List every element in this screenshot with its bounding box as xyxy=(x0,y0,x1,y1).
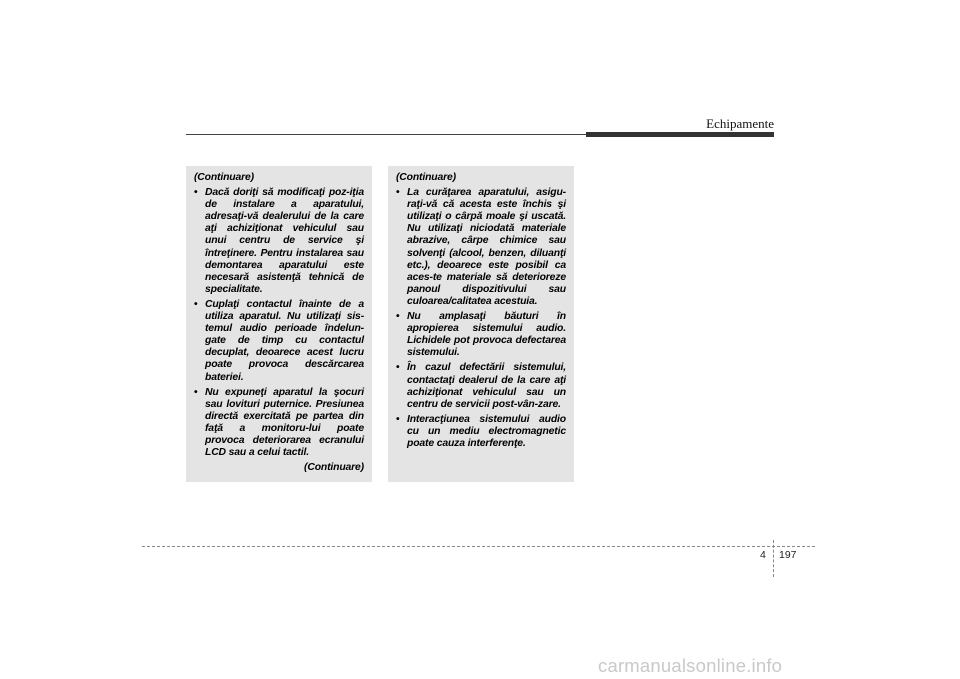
list-item xyxy=(194,187,364,296)
bullet-text: În cazul defectării sistemului, contactaţi dealerul de la care aţi achiziţionat vehiculul sau un centru de servicii post-vân-zare. xyxy=(407,362,566,410)
chapter-number: 4 xyxy=(760,549,766,561)
bullet-icon: • xyxy=(194,386,198,398)
bullet-text: La curăţarea aparatului, asigu-raţi-vă că acesta este închis şi utilizaţi o cârpă moale şi uscată. Nu utilizaţi niciodată materiale abrazive, cârpe chimice sau solvenţi (alcool, benzen, diluanţi etc.), deoarece este posibil ca aces-te materiale să deterioreze panoul dispozitivului sau culoarea/calitatea acestuia. xyxy=(407,187,566,307)
section-title: Echipamente xyxy=(706,116,774,131)
list-item xyxy=(194,299,364,384)
continued-label-top: (Continuare) xyxy=(194,172,254,183)
bullet-text: Dacă doriţi să modificaţi poz-iţia de instalare a aparatului, adresaţi-vă dealerului de la care aţi achiziţionat vehiculul sau unui centru de service şi întreţinere. Pentru instalarea sau demontarea aparatului este necesară asistenţă tehnică de specialitate. xyxy=(205,187,364,295)
bullet-text: Cuplaţi contactul înainte de a utiliza aparatul. Nu utilizaţi sis-temul audio perioade îndelun-gate de timp cu contactul decuplat, deoarece acest lucru poate provoca descărcarea bateriei. xyxy=(205,298,364,383)
bullet-icon: • xyxy=(194,187,198,199)
bullet-icon: • xyxy=(396,413,400,425)
bullet-list-left xyxy=(194,187,364,459)
bullet-list-right xyxy=(396,187,566,450)
bullet-icon: • xyxy=(396,362,400,374)
note-box-right xyxy=(388,166,574,482)
footer-divider xyxy=(773,540,774,577)
header-rule xyxy=(186,134,586,135)
header-rule-accent xyxy=(586,132,774,137)
bullet-text: Nu expuneţi aparatul la şocuri sau lovituri puternice. Presiunea directă exercitată pe partea din faţă a monitoru-lui poate provoca deteriorarea ecranului LCD sau a celui tactil. xyxy=(205,386,364,459)
continued-label-top: (Continuare) xyxy=(396,172,456,183)
bullet-icon: • xyxy=(194,298,198,310)
list-item xyxy=(194,387,364,460)
list-item xyxy=(396,362,566,410)
bullet-icon: • xyxy=(396,187,400,199)
list-item xyxy=(396,414,566,450)
watermark: carmanualsonline.info xyxy=(598,655,783,676)
list-item xyxy=(396,311,566,359)
bullet-text: Interacţiunea sistemului audio cu un mediu electromagnetic poate cauza interferenţe. xyxy=(407,413,566,449)
bullet-icon: • xyxy=(396,311,400,323)
list-item xyxy=(396,187,566,308)
note-box-left xyxy=(186,166,372,482)
continued-label-bottom: (Continuare) xyxy=(304,462,364,474)
page-number: 197 xyxy=(779,549,797,561)
footer-rule xyxy=(142,546,815,547)
bullet-text: Nu amplasaţi băuturi în apropierea sistemului audio. Lichidele pot provoca defectarea sistemului. xyxy=(407,311,566,359)
